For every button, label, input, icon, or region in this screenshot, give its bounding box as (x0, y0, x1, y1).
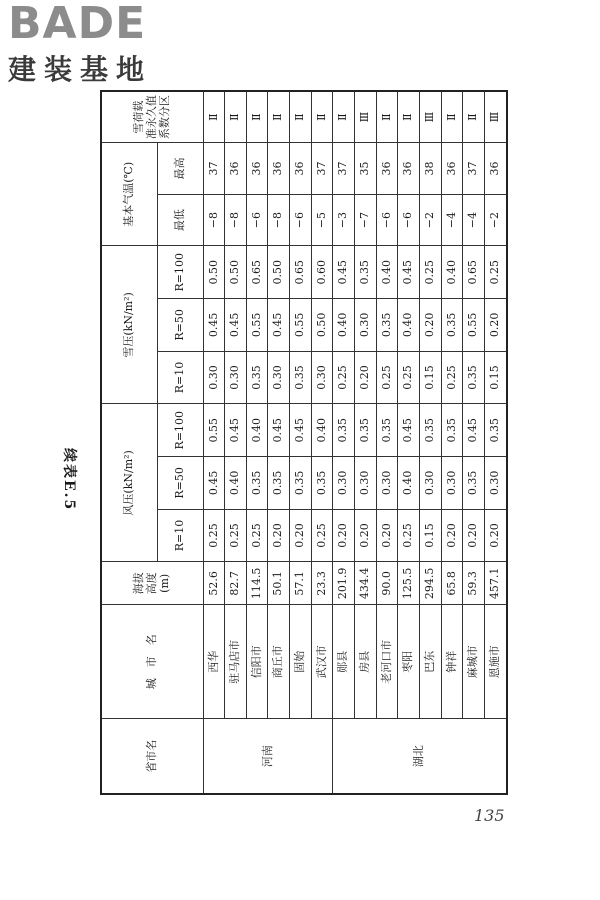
snow-r100-cell: 0.50 (203, 246, 225, 299)
snow-r100-cell: 0.45 (333, 246, 355, 299)
snow-r10-cell: 0.35 (463, 351, 485, 404)
wind-r100-cell: 0.45 (398, 404, 420, 457)
wind-r10-cell: 0.25 (225, 509, 247, 562)
altitude-cell: 90.0 (376, 562, 398, 605)
header-altitude-line: 高度 (144, 572, 158, 595)
snow-r50-cell: 0.35 (376, 299, 398, 352)
table-row (225, 91, 247, 794)
zone-cell: Ⅲ (420, 91, 442, 143)
wind-r50-cell: 0.30 (485, 457, 507, 510)
climate-data-table (100, 90, 508, 795)
zone-cell: Ⅲ (355, 91, 377, 143)
zone-cell: Ⅱ (225, 91, 247, 143)
wind-r50-cell: 0.40 (225, 457, 247, 510)
wind-r50-cell: 0.30 (376, 457, 398, 510)
wind-r100-cell: 0.35 (355, 404, 377, 457)
snow-r10-cell: 0.35 (246, 351, 268, 404)
snow-r10-cell: 0.15 (485, 351, 507, 404)
temp-min-cell: −5 (311, 194, 333, 246)
header-snow-r10: R=10 (157, 351, 203, 404)
wind-r10-cell: 0.20 (463, 509, 485, 562)
temp-max-cell: 36 (376, 143, 398, 195)
snow-r50-cell: 0.50 (311, 299, 333, 352)
wind-r50-cell: 0.35 (463, 457, 485, 510)
wind-r10-cell: 0.20 (268, 509, 290, 562)
city-cell: 信阳市 (246, 605, 268, 719)
temp-max-cell: 37 (333, 143, 355, 195)
temp-min-cell: −6 (246, 194, 268, 246)
zone-cell: Ⅱ (290, 91, 312, 143)
wind-r50-cell: 0.35 (290, 457, 312, 510)
header-snow-pressure: 雪压(kN/m²) (101, 246, 157, 404)
wind-r100-cell: 0.35 (441, 404, 463, 457)
wind-r50-cell: 0.35 (268, 457, 290, 510)
wind-r100-cell: 0.35 (376, 404, 398, 457)
snow-r50-cell: 0.45 (268, 299, 290, 352)
snow-r100-cell: 0.60 (311, 246, 333, 299)
wind-r100-cell: 0.45 (225, 404, 247, 457)
snow-r100-cell: 0.35 (355, 246, 377, 299)
temp-min-cell: −4 (463, 194, 485, 246)
header-wind-r10: R=10 (157, 509, 203, 562)
city-cell: 郧县 (333, 605, 355, 719)
city-cell: 巴东 (420, 605, 442, 719)
zone-cell: Ⅱ (246, 91, 268, 143)
zone-cell: Ⅱ (311, 91, 333, 143)
snow-r10-cell: 0.25 (398, 351, 420, 404)
table-row (246, 91, 268, 794)
table-row (311, 91, 333, 794)
snow-r100-cell: 0.65 (246, 246, 268, 299)
wind-r100-cell: 0.35 (420, 404, 442, 457)
logo-subtitle: 建装基地 (8, 53, 153, 86)
zone-cell: Ⅱ (203, 91, 225, 143)
header-base-temperature: 基本气温(℃) (101, 143, 157, 246)
table-row (441, 91, 463, 794)
wind-r10-cell: 0.25 (203, 509, 225, 562)
temp-min-cell: −8 (225, 194, 247, 246)
logo-wordmark: BADE (8, 0, 147, 49)
altitude-cell: 50.1 (268, 562, 290, 605)
altitude-cell: 82.7 (225, 562, 247, 605)
snow-r100-cell: 0.65 (463, 246, 485, 299)
brand-logo (6, 0, 176, 88)
wind-r50-cell: 0.35 (311, 457, 333, 510)
city-cell: 西华 (203, 605, 225, 719)
wind-r10-cell: 0.25 (311, 509, 333, 562)
snow-r50-cell: 0.20 (485, 299, 507, 352)
snow-r100-cell: 0.25 (485, 246, 507, 299)
header-temp-min: 最低 (157, 194, 203, 246)
wind-r100-cell: 0.35 (333, 404, 355, 457)
temp-min-cell: −3 (333, 194, 355, 246)
snow-r10-cell: 0.20 (355, 351, 377, 404)
snow-r10-cell: 0.30 (311, 351, 333, 404)
city-cell: 麻城市 (463, 605, 485, 719)
temp-min-cell: −6 (290, 194, 312, 246)
temp-max-cell: 35 (355, 143, 377, 195)
wind-r50-cell: 0.30 (333, 457, 355, 510)
city-cell: 武汉市 (311, 605, 333, 719)
altitude-cell: 125.5 (398, 562, 420, 605)
snow-r10-cell: 0.35 (290, 351, 312, 404)
snow-r50-cell: 0.35 (441, 299, 463, 352)
city-cell: 驻马店市 (225, 605, 247, 719)
temp-min-cell: −2 (420, 194, 442, 246)
temp-min-cell: −6 (398, 194, 420, 246)
wind-r50-cell: 0.30 (441, 457, 463, 510)
city-cell: 老河口市 (376, 605, 398, 719)
snow-r100-cell: 0.45 (398, 246, 420, 299)
snow-r50-cell: 0.30 (355, 299, 377, 352)
header-temp-max: 最高 (157, 143, 203, 195)
wind-r10-cell: 0.20 (333, 509, 355, 562)
snow-r100-cell: 0.50 (268, 246, 290, 299)
temp-max-cell: 38 (420, 143, 442, 195)
table-row (333, 91, 355, 794)
temp-max-cell: 37 (203, 143, 225, 195)
snow-r10-cell: 0.30 (203, 351, 225, 404)
snow-r50-cell: 0.55 (290, 299, 312, 352)
header-snow-r50: R=50 (157, 299, 203, 352)
wind-r50-cell: 0.40 (398, 457, 420, 510)
snow-r100-cell: 0.40 (376, 246, 398, 299)
header-snow-zone (101, 91, 203, 143)
table-row (463, 91, 485, 794)
wind-r100-cell: 0.45 (290, 404, 312, 457)
table-row (290, 91, 312, 794)
temp-min-cell: −8 (268, 194, 290, 246)
city-cell: 钟祥 (441, 605, 463, 719)
altitude-cell: 52.6 (203, 562, 225, 605)
altitude-cell: 294.5 (420, 562, 442, 605)
temp-min-cell: −4 (441, 194, 463, 246)
province-cell: 河南 (203, 719, 333, 794)
temp-min-cell: −7 (355, 194, 377, 246)
header-province: 省市名 (101, 719, 203, 794)
temp-max-cell: 37 (463, 143, 485, 195)
snow-r10-cell: 0.25 (333, 351, 355, 404)
wind-r10-cell: 0.25 (398, 509, 420, 562)
wind-r100-cell: 0.45 (463, 404, 485, 457)
header-altitude-line: 海拔 (132, 572, 146, 595)
city-cell: 枣阳 (398, 605, 420, 719)
zone-cell: Ⅲ (485, 91, 507, 143)
snow-r50-cell: 0.45 (203, 299, 225, 352)
zone-cell: Ⅱ (441, 91, 463, 143)
wind-r10-cell: 0.25 (246, 509, 268, 562)
header-altitude (101, 562, 203, 605)
city-cell: 固始 (290, 605, 312, 719)
table-row (398, 91, 420, 794)
altitude-cell: 23.3 (311, 562, 333, 605)
temp-min-cell: −6 (376, 194, 398, 246)
snow-r100-cell: 0.50 (225, 246, 247, 299)
snow-r50-cell: 0.40 (398, 299, 420, 352)
wind-r100-cell: 0.40 (246, 404, 268, 457)
zone-cell: Ⅱ (376, 91, 398, 143)
snow-r10-cell: 0.30 (268, 351, 290, 404)
wind-r10-cell: 0.20 (485, 509, 507, 562)
zone-cell: Ⅱ (268, 91, 290, 143)
temp-max-cell: 36 (441, 143, 463, 195)
snow-r10-cell: 0.25 (376, 351, 398, 404)
altitude-cell: 114.5 (246, 562, 268, 605)
altitude-cell: 65.8 (441, 562, 463, 605)
temp-max-cell: 36 (485, 143, 507, 195)
snow-r100-cell: 0.40 (441, 246, 463, 299)
header-wind-r50: R=50 (157, 457, 203, 510)
zone-cell: Ⅱ (333, 91, 355, 143)
rotated-table-container (100, 90, 508, 795)
wind-r10-cell: 0.20 (290, 509, 312, 562)
header-wind-pressure: 风压(kN/m²) (101, 404, 157, 562)
altitude-cell: 59.3 (463, 562, 485, 605)
temp-max-cell: 36 (268, 143, 290, 195)
snow-r50-cell: 0.55 (463, 299, 485, 352)
wind-r100-cell: 0.40 (311, 404, 333, 457)
snow-r10-cell: 0.30 (225, 351, 247, 404)
snow-r100-cell: 0.65 (290, 246, 312, 299)
page-number: 135 (474, 806, 505, 825)
header-row-1 (101, 91, 157, 794)
snow-r100-cell: 0.25 (420, 246, 442, 299)
snow-r50-cell: 0.20 (420, 299, 442, 352)
header-city: 城 市 名 (101, 605, 203, 719)
wind-r50-cell: 0.30 (355, 457, 377, 510)
table-row (355, 91, 377, 794)
table-row (376, 91, 398, 794)
province-cell: 湖北 (333, 719, 507, 794)
snow-r10-cell: 0.25 (441, 351, 463, 404)
header-snow-r100: R=100 (157, 246, 203, 299)
wind-r100-cell: 0.45 (268, 404, 290, 457)
snow-r50-cell: 0.45 (225, 299, 247, 352)
temp-max-cell: 36 (398, 143, 420, 195)
table-row (268, 91, 290, 794)
wind-r100-cell: 0.35 (485, 404, 507, 457)
table-caption: 续表E.5 (61, 448, 77, 512)
header-zone-line: 系数分区 (157, 95, 171, 140)
altitude-cell: 57.1 (290, 562, 312, 605)
header-zone-line: 准永久值 (144, 95, 158, 140)
wind-r50-cell: 0.45 (203, 457, 225, 510)
header-zone-line: 雪荷载 (132, 100, 146, 134)
wind-r100-cell: 0.55 (203, 404, 225, 457)
wind-r10-cell: 0.20 (441, 509, 463, 562)
temp-max-cell: 37 (311, 143, 333, 195)
header-wind-r100: R=100 (157, 404, 203, 457)
temp-max-cell: 36 (290, 143, 312, 195)
header-altitude-line: (m) (157, 573, 171, 593)
snow-r10-cell: 0.15 (420, 351, 442, 404)
table-row (420, 91, 442, 794)
temp-min-cell: −2 (485, 194, 507, 246)
snow-r50-cell: 0.40 (333, 299, 355, 352)
altitude-cell: 457.1 (485, 562, 507, 605)
wind-r10-cell: 0.20 (376, 509, 398, 562)
city-cell: 恩施市 (485, 605, 507, 719)
temp-max-cell: 36 (225, 143, 247, 195)
snow-r50-cell: 0.55 (246, 299, 268, 352)
altitude-cell: 434.4 (355, 562, 377, 605)
table-row (203, 91, 225, 794)
table-row (485, 91, 507, 794)
city-cell: 房县 (355, 605, 377, 719)
zone-cell: Ⅱ (398, 91, 420, 143)
city-cell: 商丘市 (268, 605, 290, 719)
temp-min-cell: −8 (203, 194, 225, 246)
zone-cell: Ⅱ (463, 91, 485, 143)
wind-r50-cell: 0.30 (420, 457, 442, 510)
temp-max-cell: 36 (246, 143, 268, 195)
wind-r10-cell: 0.20 (355, 509, 377, 562)
wind-r10-cell: 0.15 (420, 509, 442, 562)
altitude-cell: 201.9 (333, 562, 355, 605)
wind-r50-cell: 0.35 (246, 457, 268, 510)
